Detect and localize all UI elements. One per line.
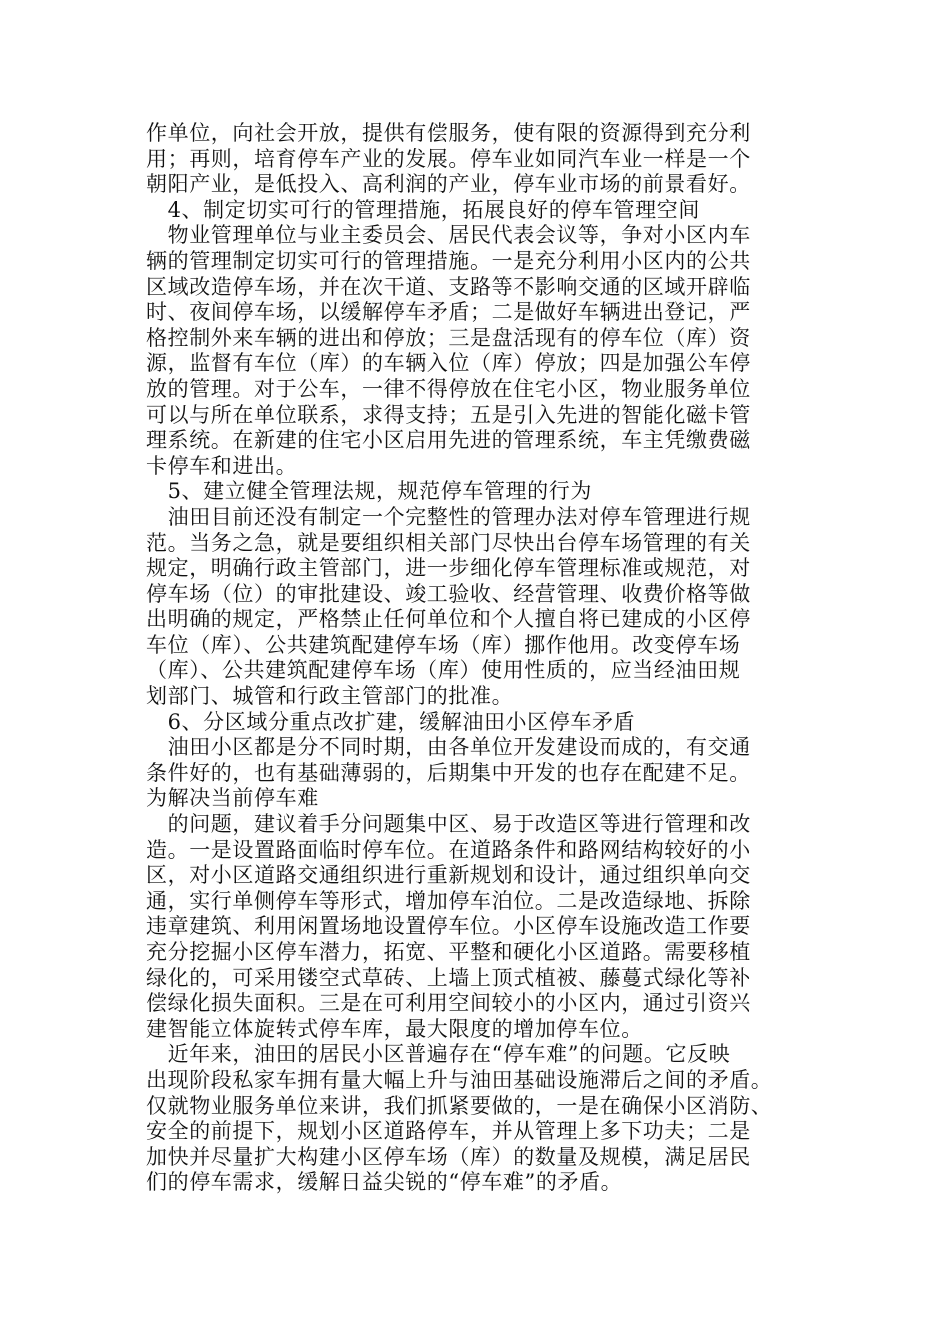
text-line: 停车场（位）的审批建设、竣工验收、经营管理、收费价格等做 (146, 581, 751, 606)
text-line: 们的停车需求，缓解日益尖锐的“停车难”的矛盾。 (146, 1170, 623, 1195)
document-body-text (146, 121, 806, 1196)
text-line: 卡停车和进出。 (146, 453, 298, 478)
text-line: 建智能立体旋转式停车库，最大限度的增加停车位。 (146, 1016, 643, 1041)
text-line: 物业管理单位与业主委员会、居民代表会议等，争对小区内车 (146, 223, 751, 248)
text-line: 源，监督有车位（库）的车辆入位（库）停放；四是加强公车停 (146, 351, 751, 376)
text-line: 6、分区域分重点改扩建，缓解油田小区停车矛盾 (146, 709, 636, 734)
text-line: 条件好的，也有基础薄弱的，后期集中开发的也存在配建不足。 (146, 760, 751, 785)
text-line: 范。当务之急，就是要组织相关部门尽快出台停车场管理的有关 (146, 530, 751, 555)
text-line: 通，实行单侧停车等形式，增加停车泊位。二是改造绿地、拆除 (146, 888, 751, 913)
text-line: 出现阶段私家车拥有量大幅上升与油田基础设施滞后之间的矛盾。 (146, 1067, 773, 1092)
text-line: 时、夜间停车场，以缓解停车矛盾；二是做好车辆进出登记，严 (146, 300, 751, 325)
text-line: 辆的管理制定切实可行的管理措施。一是充分利用小区内的公共 (146, 248, 751, 273)
text-line: 用；再则，培育停车产业的发展。停车业如同汽车业一样是一个 (146, 146, 751, 171)
text-line: 出明确的规定，严格禁止任何单位和个人擅自将已建成的小区停 (146, 607, 751, 632)
text-line: 的问题，建议着手分问题集中区、易于改造区等进行管理和改 (146, 812, 751, 837)
text-line: 4、制定切实可行的管理措施，拓展良好的停车管理空间 (146, 197, 700, 222)
text-line: 理系统。在新建的住宅小区启用先进的管理系统，车主凭缴费磁 (146, 428, 751, 453)
text-line: 区，对小区道路交通组织进行重新规划和设计，通过组织单向交 (146, 863, 751, 888)
text-line: 为解决当前停车难 (146, 786, 319, 811)
text-line: 油田目前还没有制定一个完整性的管理办法对停车管理进行规 (146, 504, 751, 529)
text-line: 区域改造停车场，并在次干道、支路等不影响交通的区域开辟临 (146, 274, 751, 299)
text-line: 违章建筑、利用闲置场地设置停车位。小区停车设施改造工作要 (146, 914, 751, 939)
text-line: 放的管理。对于公车，一律不得停放在住宅小区，物业服务单位 (146, 376, 751, 401)
text-line: 造。一是设置路面临时停车位。在道路条件和路网结构较好的小 (146, 837, 751, 862)
text-line: 油田小区都是分不同时期，由各单位开发建设而成的，有交通 (146, 735, 751, 760)
text-line: 绿化的，可采用镂空式草砖、上墙上顶式植被、藤蔓式绿化等补 (146, 965, 751, 990)
text-line: 仅就物业服务单位来讲，我们抓紧要做的，一是在确保小区消防、 (146, 1093, 773, 1118)
text-line: 5、建立健全管理法规，规范停车管理的行为 (146, 479, 592, 504)
text-line: 近年来，油田的居民小区普遍存在“停车难”的问题。它反映 (146, 1042, 731, 1067)
text-line: 充分挖掘小区停车潜力，拓宽、平整和硬化小区道路。需要移植 (146, 940, 751, 964)
text-line: 偿绿化损失面积。三是在可利用空间较小的小区内，通过引资兴 (146, 991, 751, 1016)
text-line: 规定，明确行政主管部门，进一步细化停车管理标准或规范，对 (146, 556, 751, 581)
text-line: 可以与所在单位联系，求得支持；五是引入先进的智能化磁卡管 (146, 402, 751, 427)
text-line: 朝阳产业，是低投入、高利润的产业，停车业市场的前景看好。 (146, 172, 751, 197)
text-line: 作单位，向社会开放，提供有偿服务，使有限的资源得到充分利 (146, 121, 751, 145)
text-line: 加快并尽量扩大构建小区停车场（库）的数量及规模，满足居民 (146, 1144, 751, 1169)
text-line: 车位（库）、公共建筑配建停车场（库）挪作他用。改变停车场 (146, 632, 741, 657)
text-line: 安全的前提下，规划小区道路停车，并从管理上多下功夫；二是 (146, 1119, 751, 1144)
text-line: （库）、公共建筑配建停车场（库）使用性质的，应当经油田规 (146, 658, 741, 683)
text-line: 格控制外来车辆的进出和停放；三是盘活现有的停车位（库）资 (146, 325, 751, 350)
text-line: 划部门、城管和行政主管部门的批准。 (146, 684, 514, 709)
